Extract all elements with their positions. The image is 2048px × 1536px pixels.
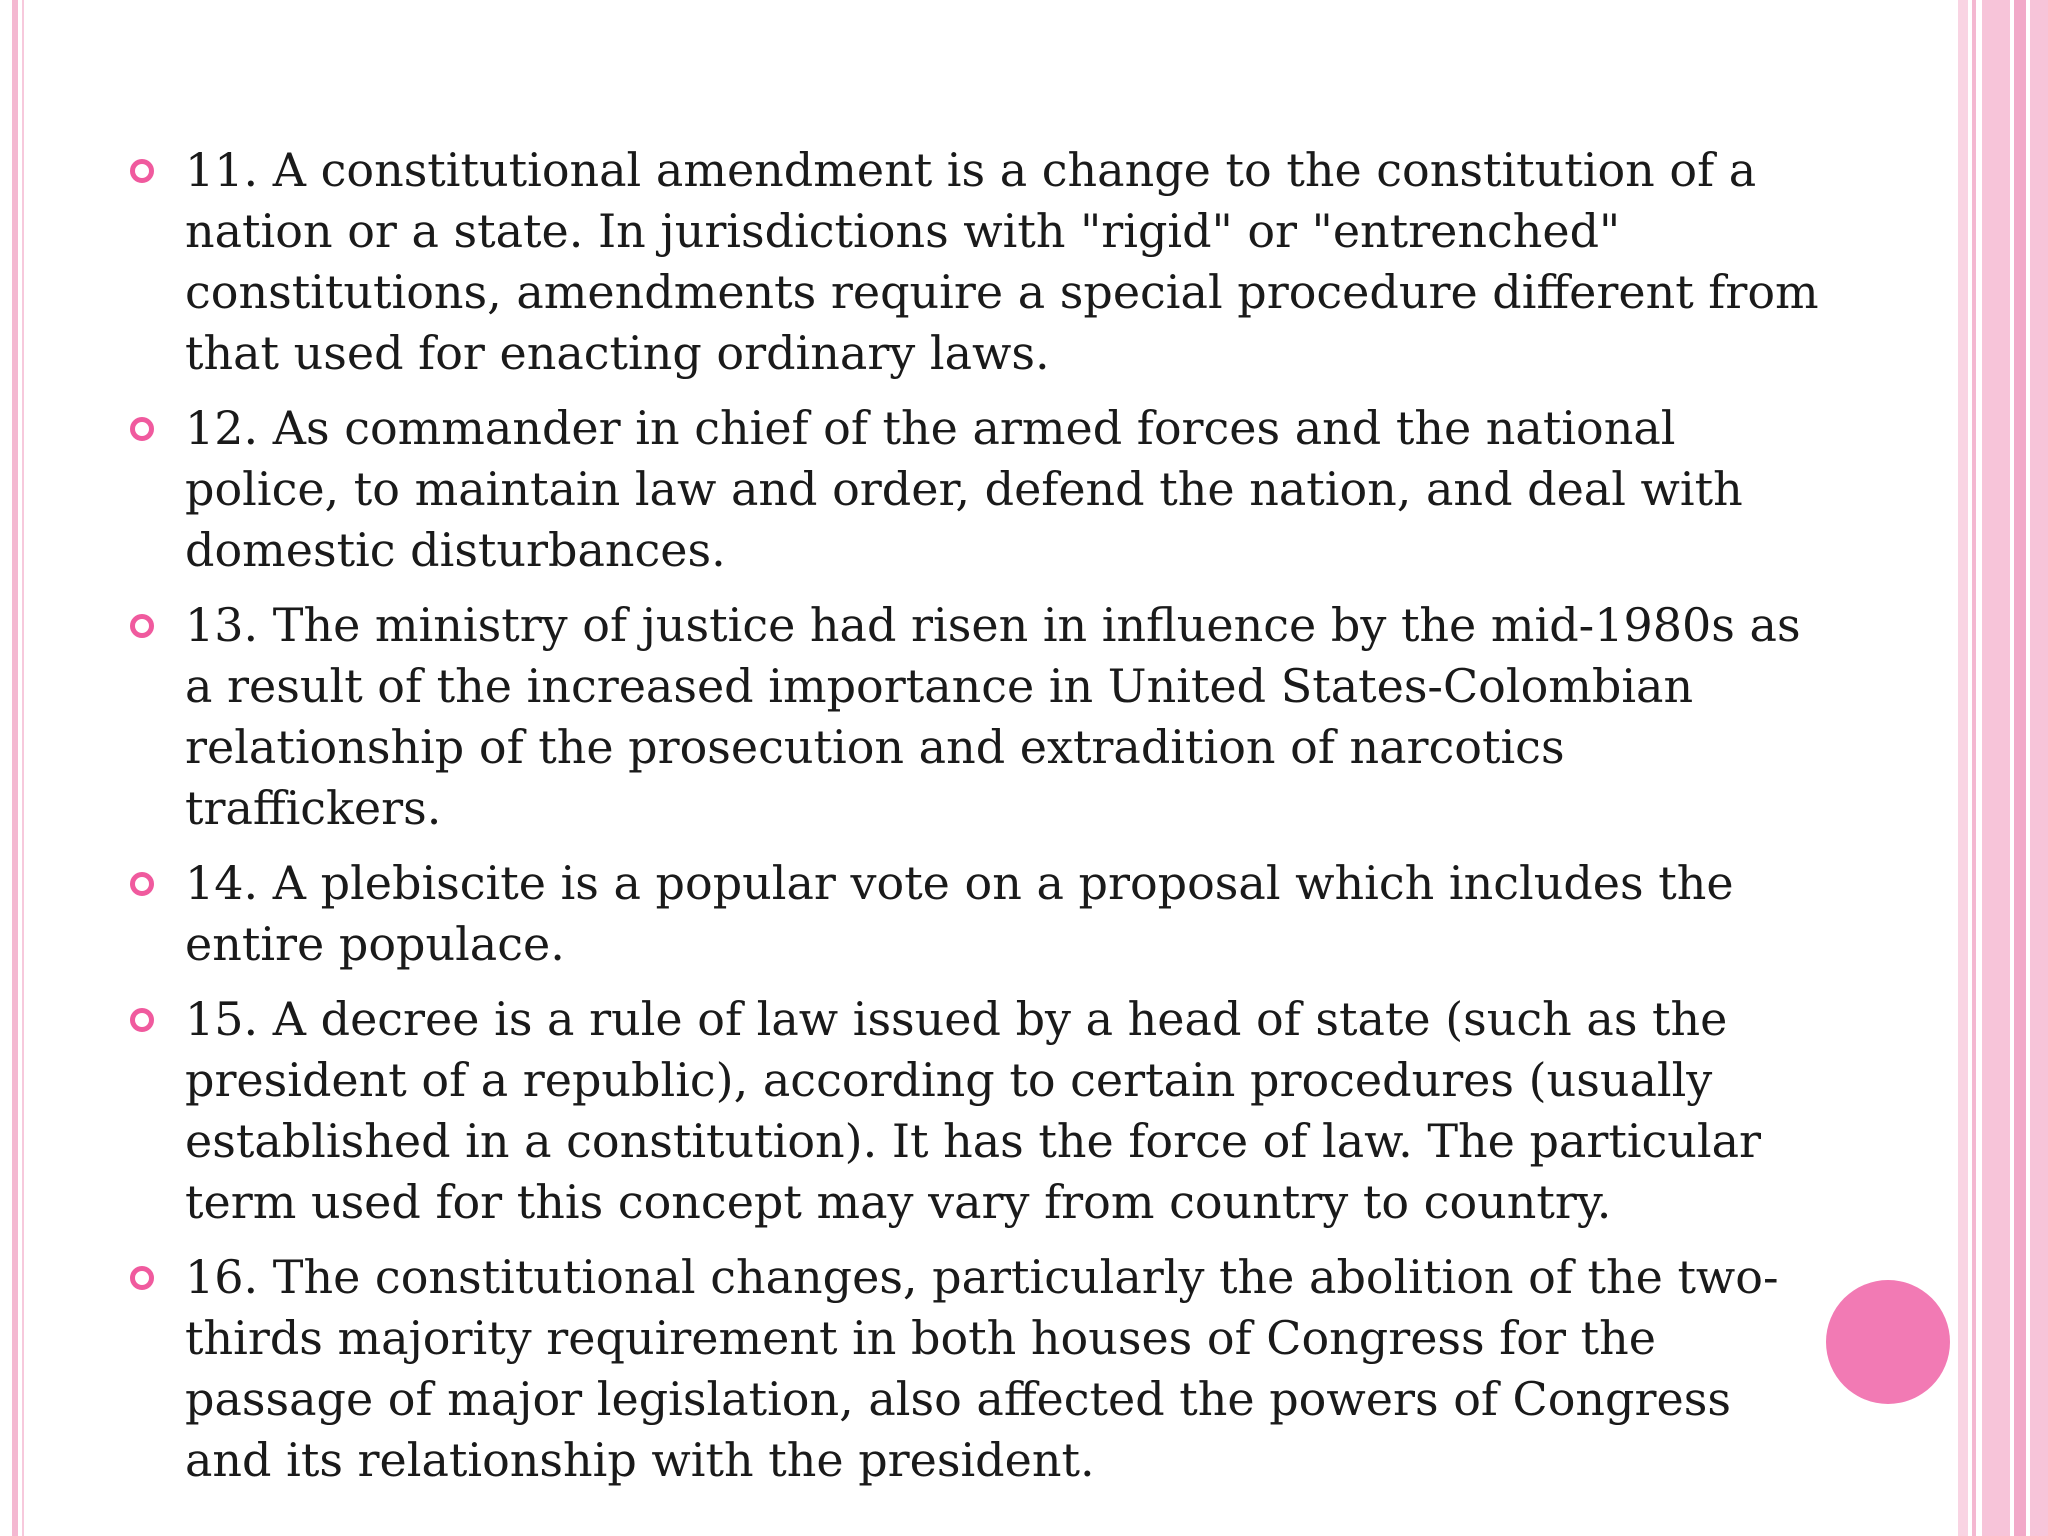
- ring-bullet-icon: [130, 614, 154, 638]
- list-item: [130, 853, 1830, 975]
- ring-bullet-icon: [130, 417, 154, 441]
- list-item-text: 14. A plebiscite is a popular vote on a proposal which includes the entire populace.: [185, 856, 1734, 971]
- right-border-band: [2014, 0, 2026, 1536]
- list-item: [130, 989, 1830, 1233]
- left-border-line: [22, 0, 24, 1536]
- list-item-text: 12. As commander in chief of the armed forces and the national police, to maintain law and order, defend the nation, and deal with domestic disturbances.: [185, 401, 1743, 577]
- list-item-text: 15. A decree is a rule of law issued by a head of state (such as the president of a republic), according to certain procedures (usually established in a constitution). It has the force of law. The particular term used for this concept may vary from country to country.: [185, 992, 1762, 1229]
- ring-bullet-icon: [130, 159, 154, 183]
- list-item: [130, 398, 1830, 581]
- list-item: [130, 595, 1830, 839]
- ring-bullet-icon: [130, 872, 154, 896]
- list-item: [130, 140, 1830, 384]
- ring-bullet-icon: [130, 1008, 154, 1032]
- ring-bullet-icon: [130, 1266, 154, 1290]
- list-item-text: 11. A constitutional amendment is a change to the constitution of a nation or a state. In jurisdictions with "rigid" or "entrenched" constitutions, amendments require a special procedure different from that used for enacting ordinary laws.: [185, 143, 1819, 380]
- list-item-text: 13. The ministry of justice had risen in influence by the mid-1980s as a result of the increased importance in United States-Colombian relationship of the prosecution and extradition of narcotics traffickers.: [185, 598, 1801, 835]
- bullet-list: [130, 140, 1830, 1505]
- right-border-band: [1958, 0, 1968, 1536]
- right-border-band: [1972, 0, 1976, 1536]
- list-item: [130, 1247, 1830, 1491]
- decorative-circle: [1826, 1280, 1950, 1404]
- right-border-band: [2030, 0, 2048, 1536]
- left-border-stripe: [12, 0, 18, 1536]
- list-item-text: 16. The constitutional changes, particularly the abolition of the two-thirds majority requirement in both houses of Congress for the passage of major legislation, also affected the powers of Congress and its relationship with the president.: [185, 1250, 1779, 1487]
- right-border-band: [1982, 0, 2010, 1536]
